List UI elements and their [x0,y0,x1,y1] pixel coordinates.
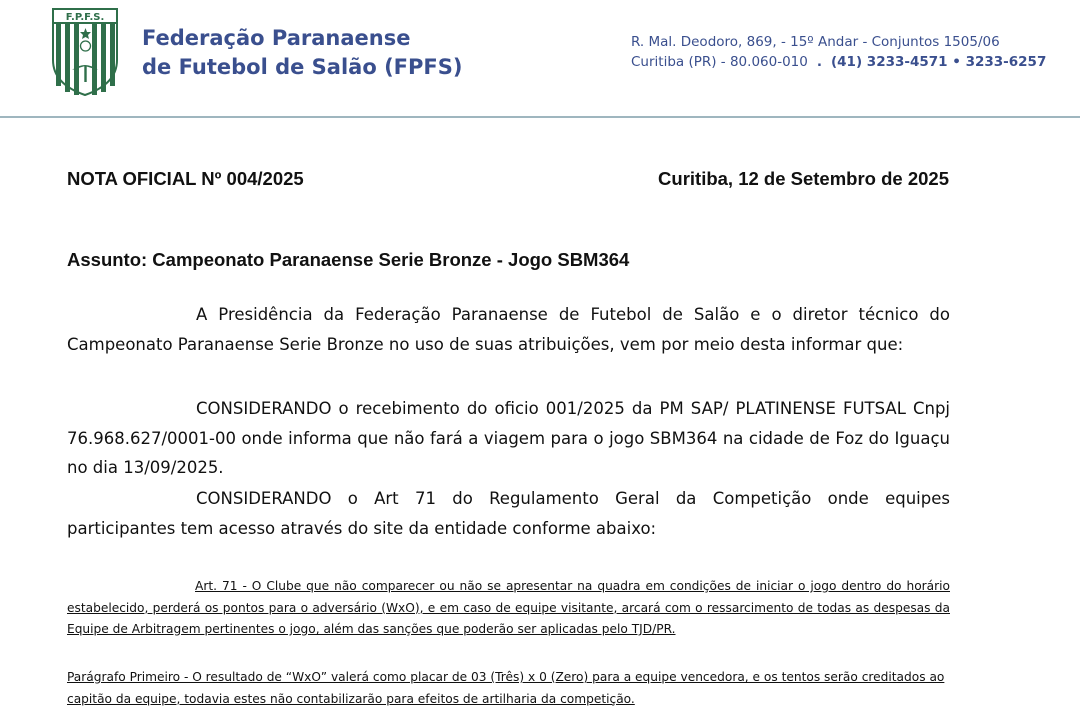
intro-paragraph [67,300,950,359]
org-address [631,32,1046,72]
org-name-line2: de Futebol de Salão (FPFS) [142,55,463,79]
org-name [142,24,462,82]
logo-lettering: F.P.F.S. [65,12,105,23]
document-date: Curitiba, 12 de Setembro de 2025 [658,168,949,189]
considerando-2-paragraph [67,484,950,543]
address-city: Curitiba (PR) - 80.060-010 [631,54,808,70]
paragrafo-primeiro [67,667,950,710]
address-separator-dot: . [812,54,827,70]
address-phones: (41) 3233-4571 • 3233-6257 [830,54,1047,70]
document-title: NOTA OFICIAL Nº 004/2025 [67,168,304,189]
header-divider [0,116,1080,118]
considerando-2-text: CONSIDERANDO o Art 71 do Regulamento Geral da Competição onde equipes participantes tem acesso através do site da entidade conforme abaixo: [67,489,950,538]
intro-text: A Presidência da Federação Paranaense de Futebol de Salão e o diretor técnico do Campeonato Paranaense Serie Bronze no uso de suas atribuições, vem por meio desta informar que: [67,305,950,354]
org-name-line1: Federação Paranaense [142,26,411,50]
considerando-1-text: CONSIDERANDO o recebimento do oficio 001/2025 da PM SAP/ PLATINENSE FUTSAL Cnpj 76.968.627/0001-00 onde informa que não fará a viagem para o jogo SBM364 na cidade de Foz do Iguaçu no dia 13/09/2025. [67,399,950,477]
address-line2 [631,52,1046,72]
fpfs-shield-logo [52,8,118,96]
document-subject: Assunto: Campeonato Paranaense Serie Bronze - Jogo SBM364 [67,249,630,270]
paragrafo-primeiro-text: Parágrafo Primeiro - O resultado de “WxO” valerá como placar de 03 (Três) x 0 (Zero) para a equipe vencedora, e os tentos serão creditados ao capitão da equipe, todavia estes não contabilizarão para efeitos de artilharia da competição. [67,670,945,706]
art71-text: Art. 71 - O Clube que não comparecer ou não se apresentar na quadra em condições de iniciar o jogo dentro do horário estabelecido, perderá os pontos para o adversário (WxO), e em caso de equipe visitante, arcará com o ressarcimento de todas as despesas da Equipe de Arbitragem pertinentes o jogo, além das sanções que poderão ser aplicadas pelo TJD/PR. [67,579,950,636]
address-line1: R. Mal. Deodoro, 869, - 15º Andar - Conjuntos 1505/06 [631,34,1000,50]
art71-quote [67,576,950,641]
letterhead [0,0,1080,118]
considerando-1-paragraph [67,394,950,483]
